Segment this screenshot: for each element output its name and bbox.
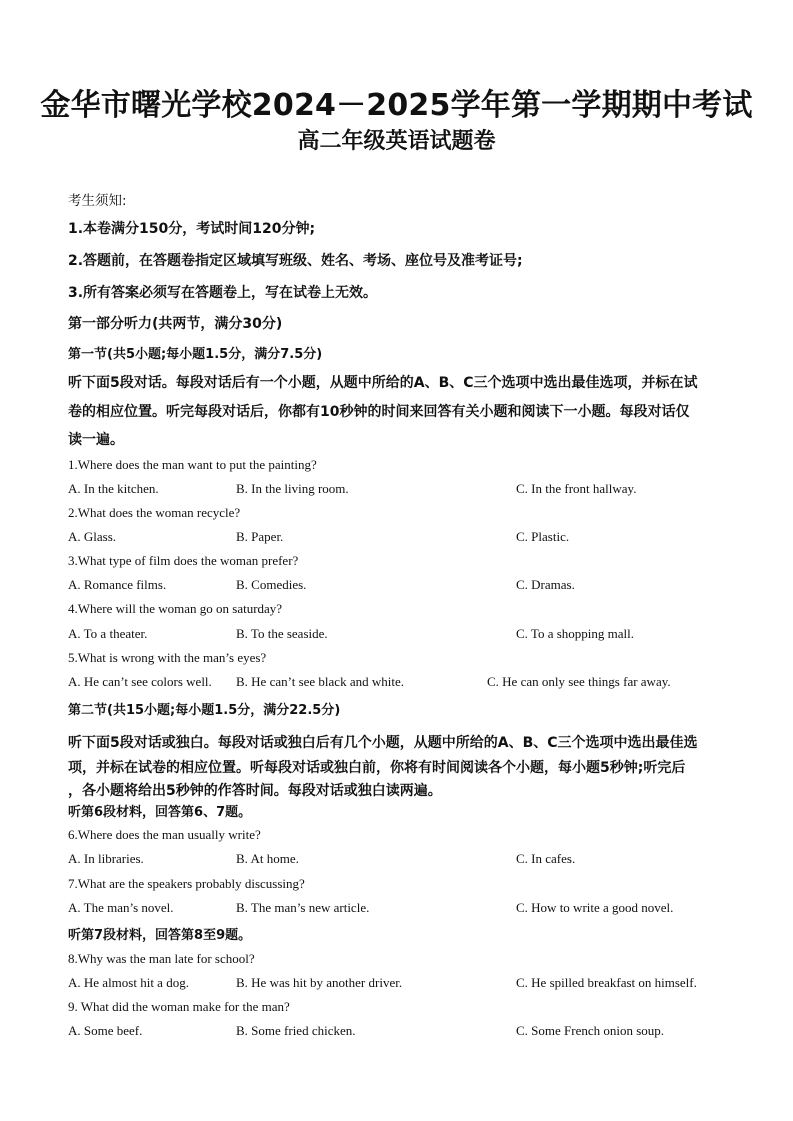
notice-item: 3.所有答案必须写在答题卷上，写在试卷上无效。 [68,285,378,301]
question-text: 4.Where will the woman go on saturday? [68,601,283,616]
option-b: B. At home. [236,851,299,866]
option-c: C. Plastic. [516,529,570,544]
section1-instruction: 卷的相应位置。听完每段对话后，你都有10秒钟的时间来回答有关小题和阅读下一小题。每段对话仅 [68,404,690,420]
section1-title: 第一节(共5小题;每小题1.5分，满分7.5分) [68,347,323,362]
option-c: C. To a shopping mall. [516,626,635,641]
option-c: C. He can only see things far away. [487,674,671,689]
option-a: A. He almost hit a dog. [68,975,189,990]
option-a: A. Some beef. [68,1023,143,1038]
option-b: B. Comedies. [236,577,307,592]
question-text: 1.Where does the man want to put the painting? [68,457,317,472]
question-text: 6.Where does the man usually write? [68,827,261,842]
option-c: C. Dramas. [516,577,575,592]
option-c: C. He spilled breakfast on himself. [516,975,697,990]
option-b: B. He can’t see black and white. [236,674,404,689]
option-c: C. How to write a good novel. [516,900,674,915]
section2-instruction: 项，并标在试卷的相应位置。听每段对话或独白前，你将有时间阅读各个小题，每小题5秒钟;听完后 [68,760,686,776]
option-a: A. Glass. [68,529,117,544]
question-text: 3.What type of film does the woman prefer? [68,553,299,568]
option-c: C. In the front hallway. [516,481,637,496]
option-b: B. Paper. [236,529,284,544]
section2-instruction: ，各小题将给出5秒钟的作答时间。每段对话或独白读两遍。 [68,783,442,799]
section2-instruction: 听下面5段对话或独白。每段对话或独白后有几个小题，从题中所给的A、B、C三个选项中选出最佳选 [68,735,698,751]
section1-instruction: 听下面5段对话。每段对话后有一个小题，从题中所给的A、B、C三个选项中选出最佳选项，并标在试 [68,375,698,391]
question-text: 9. What did the woman make for the man? [68,999,290,1014]
question-text: 8.Why was the man late for school? [68,951,255,966]
question-text: 5.What is wrong with the man’s eyes? [68,650,267,665]
option-b: B. The man’s new article. [236,900,370,915]
option-a: A. In the kitchen. [68,481,159,496]
option-a: A. To a theater. [68,626,148,641]
question-text: 2.What does the woman recycle? [68,505,241,520]
option-b: B. Some fried chicken. [236,1023,356,1038]
option-a: A. The man’s novel. [68,900,174,915]
material-heading: 听第6段材料，回答第6、7题。 [68,805,252,820]
notice-heading: 考生须知: [68,193,127,209]
part1-title: 第一部分听力(共两节，满分30分) [68,316,283,332]
exam-subtitle: 高二年级英语试题卷 [297,129,496,154]
option-b: B. He was hit by another driver. [236,975,403,990]
section2-title: 第二节(共15小题;每小题1.5分，满分22.5分) [68,703,341,718]
option-c: C. In cafes. [516,851,576,866]
notice-item: 2.答题前，在答题卷指定区域填写班级、姓名、考场、座位号及准考证号; [68,253,523,269]
option-a: A. Romance films. [68,577,167,592]
notice-item: 1.本卷满分150分，考试时间120分钟; [68,221,316,237]
exam-title: 金华市曙光学校2024－2025学年第一学期期中考试 [40,88,753,123]
option-a: A. He can’t see colors well. [68,674,212,689]
question-text: 7.What are the speakers probably discussing? [68,876,305,891]
option-b: B. In the living room. [236,481,349,496]
option-a: A. In libraries. [68,851,144,866]
section1-instruction: 读一遍。 [68,432,124,448]
material-heading: 听第7段材料，回答第8至9题。 [68,928,252,943]
option-c: C. Some French onion soup. [516,1023,665,1038]
option-b: B. To the seaside. [236,626,328,641]
